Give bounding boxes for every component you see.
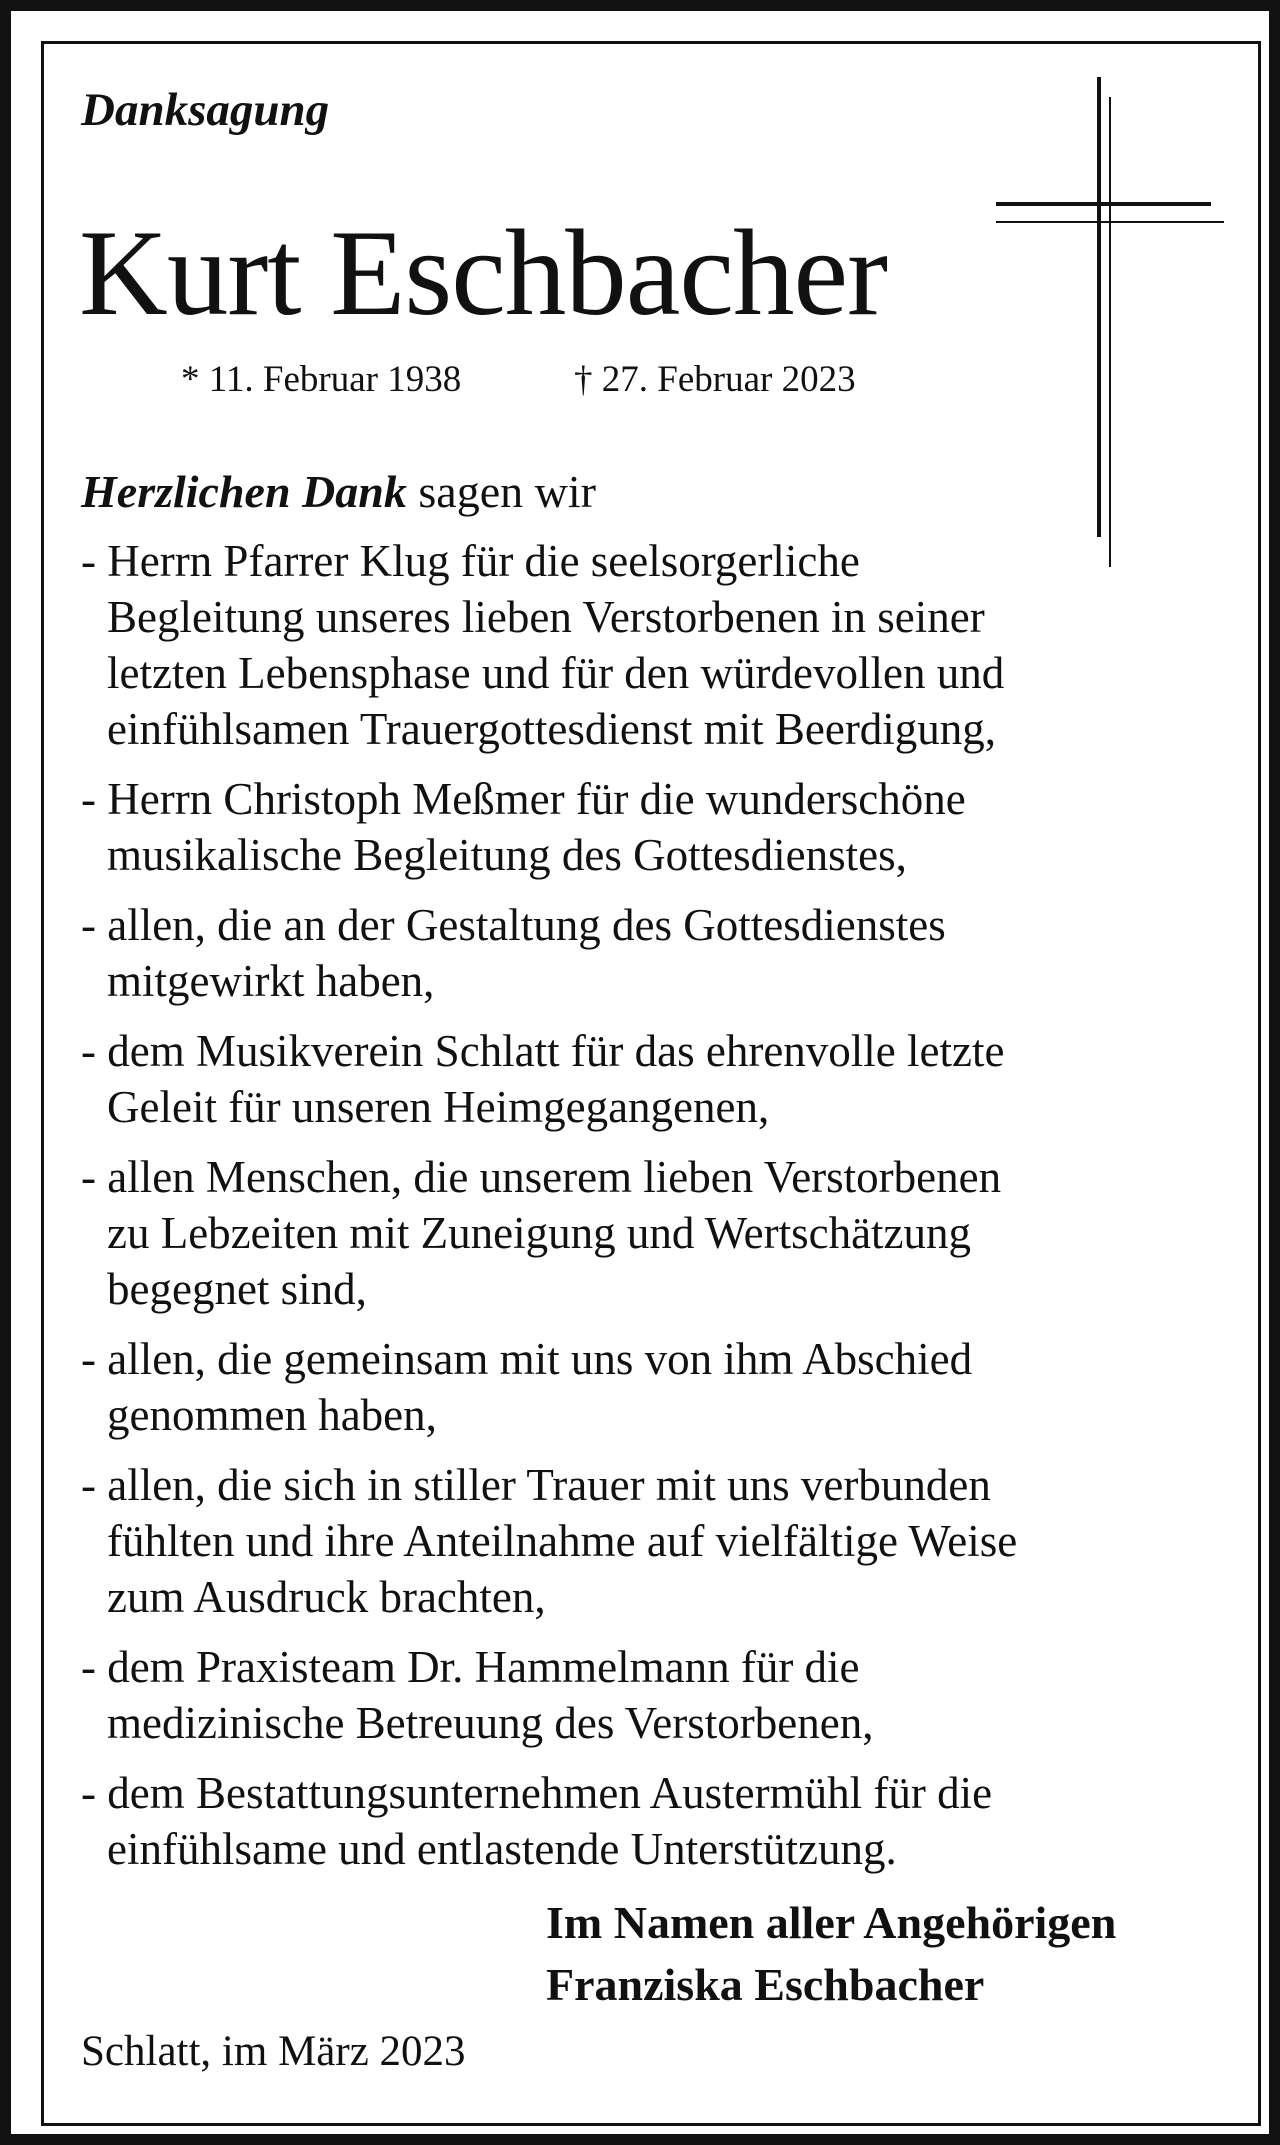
thanks-list xyxy=(81,533,1231,1891)
list-item: - dem Musikverein Schlatt für das ehrenvolle letzte Geleit für unseren Heimgegangenen, xyxy=(81,1026,1005,1132)
list-item: - allen, die an der Gestaltung des Gottesdienstes mitgewirkt haben, xyxy=(81,900,946,1006)
list-item: - Herrn Pfarrer Klug für die seelsorgerliche Begleitung unseres lieben Verstorbenen in seiner letzten Lebensphase und für den würdevollen und einfühlsamen Trauergottesdienst mit Beerdigung, xyxy=(81,536,1005,754)
list-item: - dem Praxisteam Dr. Hammelmann für die medizinische Betreuung des Verstorbenen, xyxy=(81,1642,874,1748)
cross-icon xyxy=(991,77,1226,567)
list-item: - allen Menschen, die unserem lieben Verstorbenen zu Lebzeiten mit Zuneigung und Wertschätzung begegnet sind, xyxy=(81,1152,1002,1314)
birth-date: * 11. Februar 1938 xyxy=(181,359,462,400)
list-item: - Herrn Christoph Meßmer für die wunderschöne musikalische Begleitung des Gottesdienstes, xyxy=(81,774,966,880)
signature-line-2: Franziska Eschbacher xyxy=(546,1959,985,2010)
signature-line-1: Im Namen aller Angehörigen xyxy=(546,1897,1117,1948)
death-date: † 27. Februar 2023 xyxy=(574,359,856,400)
thanks-intro xyxy=(81,465,596,518)
list-item: - allen, die sich in stiller Trauer mit uns verbunden fühlten und ihre Anteilnahme auf vielfältige Weise zum Ausdruck brachten, xyxy=(81,1460,1018,1622)
notice-heading: Danksagung xyxy=(81,84,330,136)
thanks-intro-rest: sagen wir xyxy=(406,466,596,517)
place-date: Schlatt, im März 2023 xyxy=(81,2028,466,2075)
deceased-name: Kurt Eschbacher xyxy=(79,204,888,341)
list-item: - dem Bestattungsunternehmen Austermühl für die einfühlsame und entlastende Unterstützung. xyxy=(81,1768,993,1874)
list-item: - allen, die gemeinsam mit uns von ihm Abschied genommen haben, xyxy=(81,1334,973,1440)
thanks-intro-bold: Herzlichen Dank xyxy=(81,466,407,517)
